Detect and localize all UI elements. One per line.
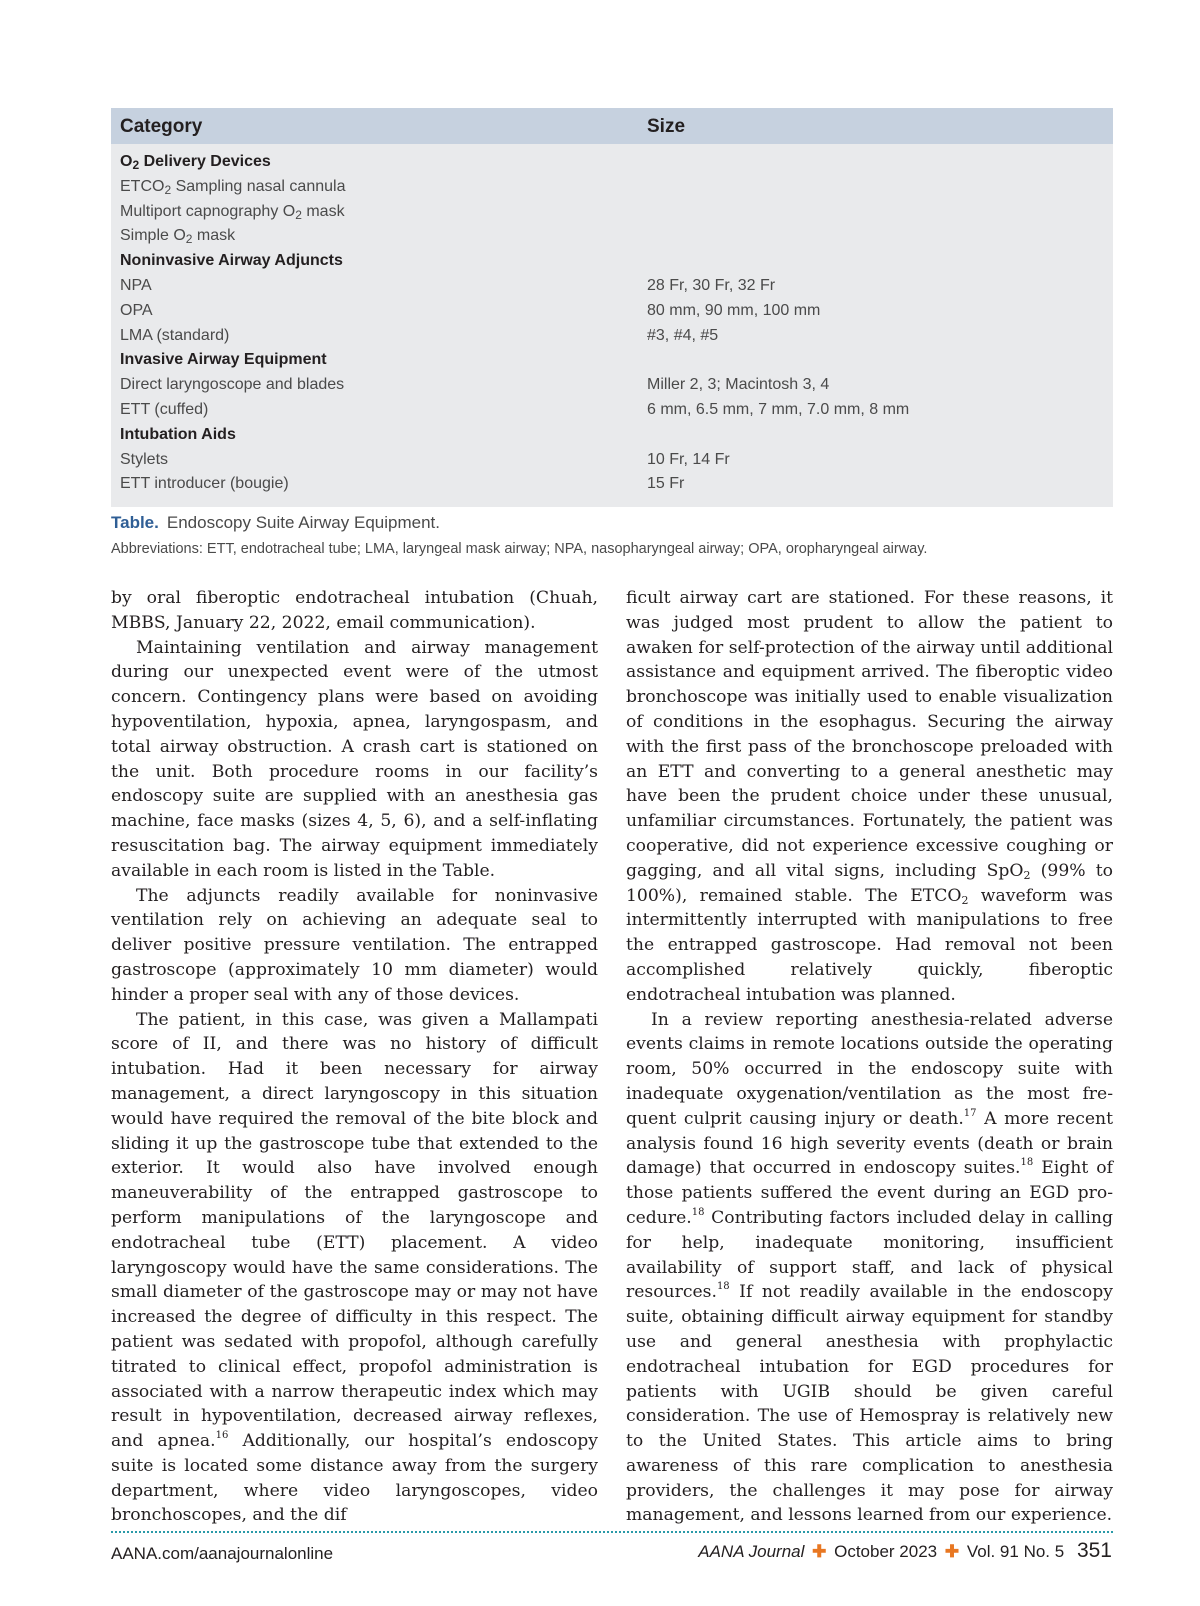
plus-separator-icon: ✚ bbox=[944, 1542, 960, 1561]
footer-divider bbox=[111, 1531, 1113, 1533]
table-body bbox=[111, 144, 1113, 507]
table-header bbox=[111, 108, 1113, 144]
paragraph: ficult airway cart are stationed. For these reasons, it was judged most prudent to allow the patient to awaken for self-protection of the airway until additional assistance and equipment arrived. The fiberoptic video bronchoscope was initially used to enable visualization of conditions in the esophagus. Securing the airway with the first pass of the bronchoscope preloaded with an ETT and converting to a general anesthetic may have been the prudent choice under these unusual, unfamiliar circumstances. Fortunately, the patient was cooperative, did not experience excessive coughing or gagging, and all vital signs, including SpO$_2$ (99% to 100%), remained stable. The $ETCO_2$ waveform was intermittently interrupted with manipulations to free the entrapped gastroscope. Had removal not been accomplished relatively quickly, fiberoptic endotracheal intubation was planned. bbox=[626, 588, 1114, 1005]
table-row bbox=[111, 448, 1113, 473]
body-column-right bbox=[626, 586, 1113, 1528]
reference-citation: 18 bbox=[716, 1281, 730, 1293]
table-row bbox=[111, 324, 1113, 349]
table-cell-size: 10 Fr, 14 Fr bbox=[647, 450, 730, 468]
table-row bbox=[111, 398, 1113, 423]
page-number: 351 bbox=[1076, 1539, 1112, 1562]
table-cell-category: Intubation Aids bbox=[120, 425, 236, 443]
table-cell-category: Stylets bbox=[120, 450, 169, 468]
table-section-row bbox=[111, 150, 1113, 175]
plus-separator-icon: ✚ bbox=[812, 1542, 827, 1561]
paragraph: by oral fiberoptic endotracheal intubation (Chuah, MBBS, January 22, 2022, email communication). bbox=[111, 588, 598, 633]
paragraph: The patient, in this case, was given a Mallampati score of II, and there was no history of difficult intubation. Had it been necessary for airway management, a direct laryngoscopy in this situation would have required the removal of the bite block and sliding it up the gastroscope tube that extended to the exterior. It would also have involved enough maneuverability of the entrapped gastroscope to perform manipulations of the laryngoscope and endotracheal tube (ETT) placement. A video laryngoscopy would have the same considerations. The small diameter of the gastroscope may or may not have increased the degree of difficulty in this respect. The patient was sedated with propofol, although carefully titrated to clinical effect, propofol administration is associated with a narrow therapeutic index which may result in hypoventilation, decreased airway reflexes, and apnea.$^{16}$ Additionally, our hospital’s endoscopy suite is located some distance away from the surgery department, where video laryngoscopes, video bronchoscopes, and the dif bbox=[111, 1009, 599, 1526]
table-row bbox=[111, 472, 1113, 497]
issue-number: No. 5 bbox=[1023, 1542, 1065, 1561]
table-cell-category: Noninvasive Airway Adjuncts bbox=[120, 252, 343, 270]
footer-citation bbox=[698, 1539, 1112, 1563]
table-caption-text: Endoscopy Suite Airway Equipment. bbox=[166, 513, 440, 532]
table-cell-category: ETT (cuffed) bbox=[120, 400, 209, 418]
paragraph: Maintaining ventilation and airway management during our unexpected event were of the utmost concern. Contingency plans were based on avoiding hypoventilation, hypoxia, apnea, laryngospasm, and total airway obstruction. A crash cart is stationed on the unit. Both procedure rooms in our facility’s endoscopy suite are supplied with an anesthesia gas machine, face masks (sizes 4, 5, 6), and a self-inflating resuscitation bag. The airway equipment immediately available in each room is listed in the Table. bbox=[111, 637, 598, 881]
table-cell-category: Direct laryngoscope and blades bbox=[120, 376, 345, 394]
column-header-size: Size bbox=[647, 116, 686, 137]
table-cell-category: $ETCO_2$ Sampling nasal cannula bbox=[120, 177, 346, 197]
table-row bbox=[111, 200, 1113, 225]
table-abbreviations: Abbreviations: ETT, endotracheal tube; LMA, laryngeal mask airway; NPA, nasopharyngeal airway; OPA, oropharyngeal airway. bbox=[111, 541, 928, 557]
reference-citation: 18 bbox=[1020, 1157, 1034, 1169]
table-cell-category: $O_2$ Delivery Devices bbox=[120, 153, 271, 172]
table-caption bbox=[111, 513, 440, 533]
volume: Vol. 91 bbox=[966, 1542, 1019, 1561]
table-cell-category: LMA (standard) bbox=[120, 326, 230, 344]
issue-date: October 2023 bbox=[834, 1542, 938, 1561]
table-cell-category: Simple $O_2$ mask bbox=[120, 227, 236, 247]
reference-citation: 17 bbox=[963, 1107, 977, 1119]
table-row bbox=[111, 274, 1113, 299]
equipment-table bbox=[111, 108, 1113, 507]
table-cell-size: 6 mm, 6.5 mm, 7 mm, 7.0 mm, 8 mm bbox=[647, 400, 910, 418]
reference-citation: 18 bbox=[691, 1206, 705, 1218]
table-row bbox=[111, 373, 1113, 398]
body-column-left bbox=[111, 586, 598, 1528]
table-cell-size: #3, #4, #5 bbox=[647, 326, 719, 344]
paragraph: The adjuncts readily available for noninvasive ventilation rely on achieving an adequate seal to deliver positive pressure ventilation. The entrapped gastroscope (approximately 10 mm diameter) would hinder a proper seal with any of those devices. bbox=[111, 885, 598, 1005]
table-row bbox=[111, 175, 1113, 200]
reference-citation: 16 bbox=[215, 1430, 229, 1442]
table-section-row bbox=[111, 348, 1113, 373]
column-header-category: Category bbox=[120, 116, 203, 137]
table-cell-size: 15 Fr bbox=[647, 475, 685, 493]
table-cell-size: Miller 2, 3; Macintosh 3, 4 bbox=[647, 376, 830, 394]
footer-url[interactable]: AANA.com/aanajournalonline bbox=[111, 1544, 334, 1563]
table-row bbox=[111, 224, 1113, 249]
table-cell-size: 80 mm, 90 mm, 100 mm bbox=[647, 301, 821, 319]
table-cell-category: NPA bbox=[120, 276, 152, 294]
table-section-row bbox=[111, 423, 1113, 448]
paragraph: In a review reporting anesthesia-related adverse events claims in remote locations outside the operating room, 50% occurred in the endoscopy suite with inadequate oxygenation/ventilation as the most frequent culprit causing injury or death.$^{17}$ A more recent analysis found 16 high severity events (death or brain damage) that occurred in endoscopy suites.$^{18}$ Eight of those patients suffered the event during an EGD procedure.$^{18}$ Contributing factors included delay in calling for help, inadequate monitoring, insufficient availability of support staff, and lack of physical resources.$^{18}$ If not readily available in the endoscopy suite, obtaining difficult airway equipment for standby use and general anesthesia with prophylactic endotracheal intubation for EGD procedures for patients with UGIB should be given careful consideration. The use of Hemospray is relatively new to the United States. This article aims to bring awareness of this rare complication to anesthesia providers, the challenges it may pose for airway management, and lessons learned from our experience. bbox=[626, 1009, 1114, 1526]
table-cell-size: 28 Fr, 30 Fr, 32 Fr bbox=[647, 276, 776, 294]
table-cell-category: Invasive Airway Equipment bbox=[120, 351, 327, 369]
table-cell-category: OPA bbox=[120, 301, 153, 319]
table-row bbox=[111, 299, 1113, 324]
journal-name: AANA Journal bbox=[698, 1542, 805, 1561]
table-section-row bbox=[111, 249, 1113, 274]
table-cell-category: Multiport capnography $O_2$ mask bbox=[120, 202, 345, 222]
table-cell-category: ETT introducer (bougie) bbox=[120, 475, 289, 493]
table-caption-label: Table. bbox=[111, 513, 159, 532]
